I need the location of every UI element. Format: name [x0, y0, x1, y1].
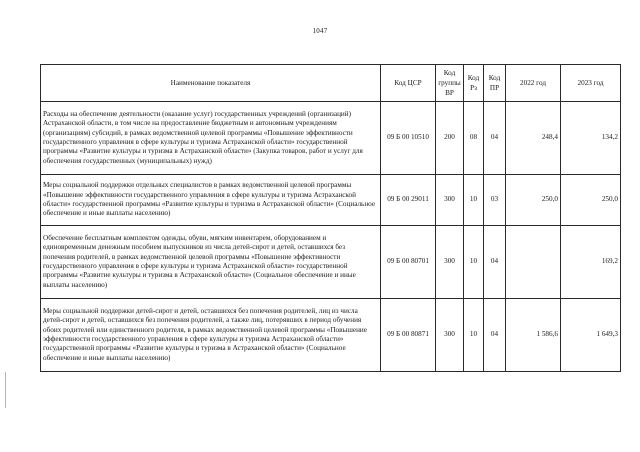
header-vr-code: Код группы ВР — [436, 65, 464, 102]
row-pr-code: 04 — [484, 226, 506, 299]
table-row — [41, 299, 621, 372]
scan-margin-mark — [5, 372, 6, 408]
row-amount-2023: 134,2 — [561, 102, 621, 175]
row-name: Обеспечение бесплатным комплектом одежды, обуви, мягким инвентарем, оборудованием и единовременным денежным пособием выпускников из числа детей-сирот и детей, оставшихся без попечения родителей, в рамках ведомственной целевой программы «Повышение эффективности государственного управления в сфере культуры и туризма Астраханской области» государственной программы «Развитие культуры и туризма в Астраханской области» (Социальное обеспечение и иные выплаты населению) — [41, 226, 381, 299]
header-csr-code: Код ЦСР — [381, 65, 436, 102]
row-pr-code: 03 — [484, 175, 506, 226]
table-row — [41, 226, 621, 299]
row-pr-code: 04 — [484, 102, 506, 175]
table-header-row — [41, 65, 621, 102]
row-vr-code: 300 — [436, 299, 464, 372]
row-amount-2022: 248,4 — [506, 102, 561, 175]
row-amount-2023: 169,2 — [561, 226, 621, 299]
row-rz-code: 08 — [464, 102, 484, 175]
row-name: Меры социальной поддержки отдельных специалистов в рамках ведомственной целевой программы «Повышение эффективности государственного управления в сфере культуры и туризма Астраханской области» государственной программы «Развитие культуры и туризма в Астраханской области» (Социальное обеспечение и иные выплаты населению) — [41, 175, 381, 226]
row-csr-code: 09 Б 00 29011 — [381, 175, 436, 226]
page-number: 1047 — [312, 27, 328, 35]
header-rz-code: Код Рз — [464, 65, 484, 102]
row-csr-code: 09 Б 00 10510 — [381, 102, 436, 175]
header-year-2022: 2022 год — [506, 65, 561, 102]
row-csr-code: 09 Б 00 80871 — [381, 299, 436, 372]
row-csr-code: 09 Б 00 80701 — [381, 226, 436, 299]
row-vr-code: 300 — [436, 226, 464, 299]
row-vr-code: 200 — [436, 102, 464, 175]
row-pr-code: 04 — [484, 299, 506, 372]
table-row — [41, 175, 621, 226]
row-name: Расходы на обеспечение деятельности (оказание услуг) государственных учреждений (организаций) Астраханской области, в том числе на предоставление бюджетным и автономным учреждениям (организациям) субсидий, в рамках ведомственной целевой программы «Повышение эффективности государственного управления в сфере культуры и туризма Астраханской области» государственной программы «Развитие культуры и туризма в Астраханской области» (Закупка товаров, работ и услуг для обеспечения государственных (муниципальных) нужд) — [41, 102, 381, 175]
row-rz-code: 10 — [464, 226, 484, 299]
row-name: Меры социальной поддержки детей-сирот и детей, оставшихся без попечения родителей, лиц из числа детей-сирот и детей, оставшихся без попечения родителей, а также лиц, потерявших в период обучения обоих родителей или единственного родителя, в рамках ведомственной целевой программы «Повышение эффективности государственного управления в сфере культуры и туризма Астраханской области» государственной программы «Развитие культуры и туризма в Астраханской области» (Социальное обеспечение и иные выплаты населению) — [41, 299, 381, 372]
row-amount-2022: 250,0 — [506, 175, 561, 226]
row-rz-code: 10 — [464, 175, 484, 226]
header-year-2023: 2023 год — [561, 65, 621, 102]
header-pr-code: Код ПР — [484, 65, 506, 102]
budget-table — [40, 64, 621, 372]
header-name: Наименование показателя — [41, 65, 381, 102]
row-rz-code: 10 — [464, 299, 484, 372]
row-amount-2022 — [506, 226, 561, 299]
row-amount-2022: 1 586,6 — [506, 299, 561, 372]
row-amount-2023: 250,0 — [561, 175, 621, 226]
row-amount-2023: 1 649,3 — [561, 299, 621, 372]
table-row — [41, 102, 621, 175]
row-vr-code: 300 — [436, 175, 464, 226]
